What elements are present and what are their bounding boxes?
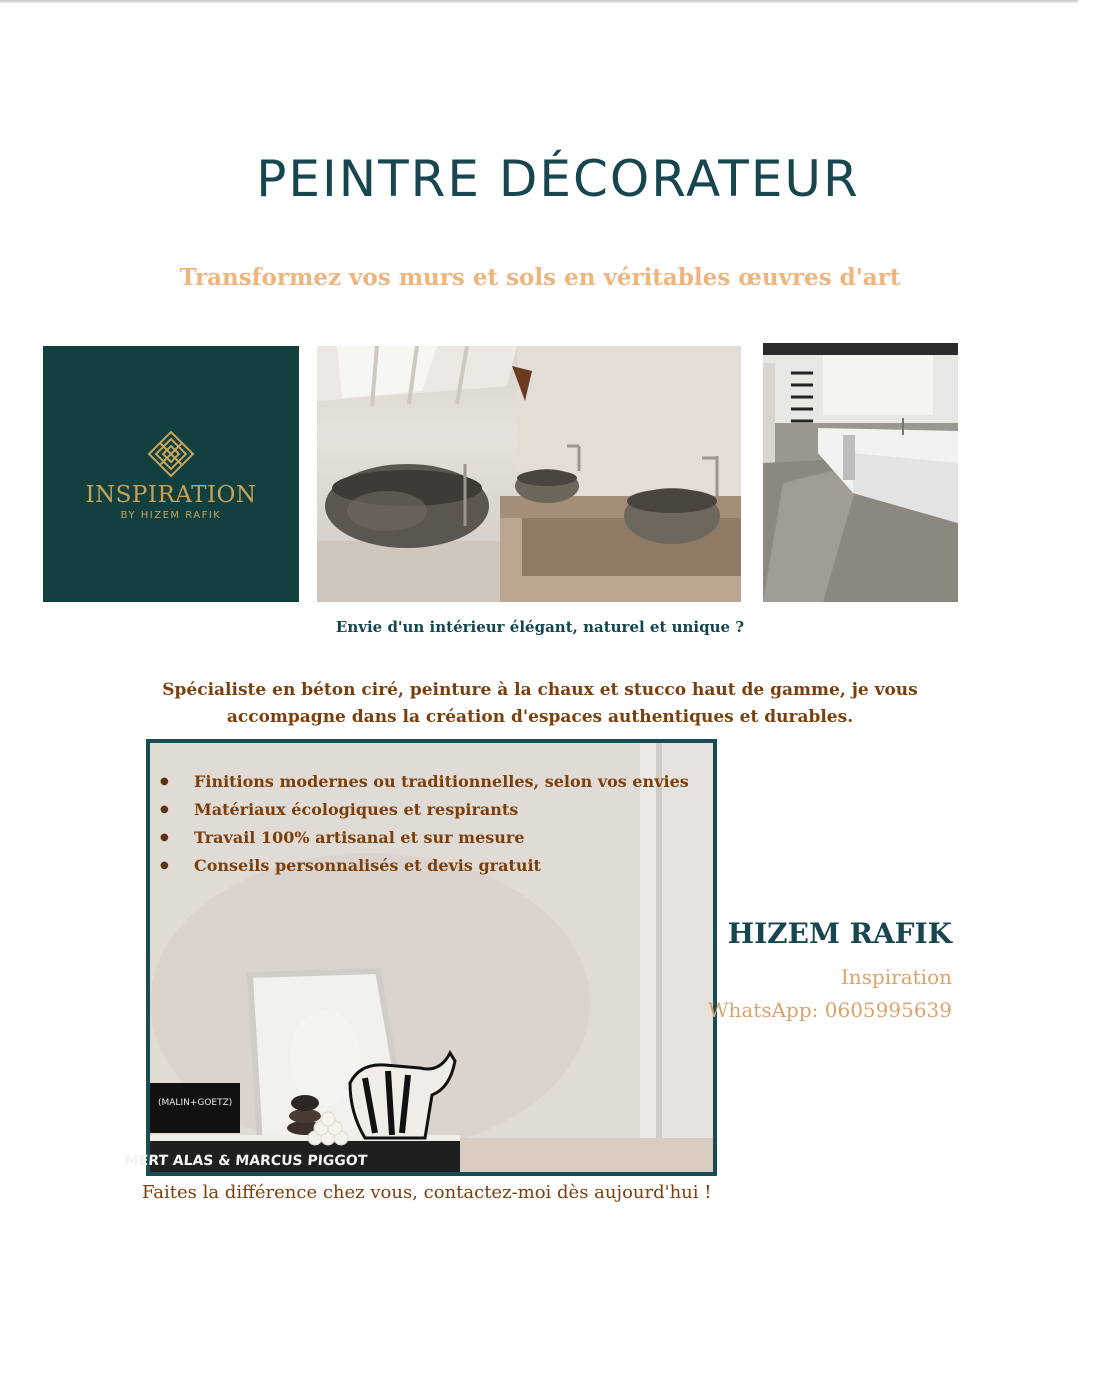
- page-title: PEINTRE DÉCORATEUR: [256, 150, 860, 208]
- list-item: ● Finitions modernes ou traditionnelles, selon vos envies: [160, 771, 689, 793]
- whatsapp-number[interactable]: WhatsApp: 0605995639: [707, 998, 952, 1022]
- box-label: (MALIN+GOETZ): [158, 1098, 233, 1108]
- bathroom-photo: [317, 346, 741, 602]
- list-item: ● Conseils personnalisés et devis gratuit: [160, 855, 689, 877]
- feature-list: [160, 771, 689, 883]
- intro-text: Spécialiste en béton ciré, peinture à la chaux et stucco haut de gamme, je vous accompagne dans la création d'espaces authentiques et durables.: [162, 680, 918, 727]
- inspiration-logo: [43, 346, 299, 602]
- contact-block: [708, 912, 952, 1026]
- kitchen-photo: [763, 343, 958, 602]
- contact-brand: Inspiration: [840, 965, 952, 989]
- call-to-action: Faites la différence chez vous, contactez-moi dès aujourd'hui !: [142, 1182, 712, 1203]
- book-label: MERT ALAS & MARCUS PIGGOT: [124, 1153, 368, 1169]
- logo-byline: BY HIZEM RAFIK: [120, 510, 222, 521]
- photo-caption: Envie d'un intérieur élégant, naturel et unique ?: [335, 618, 745, 636]
- list-item: ● Matériaux écologiques et respirants: [160, 799, 689, 821]
- top-edge: [0, 0, 1078, 3]
- list-item: ● Travail 100% artisanal et sur mesure: [160, 827, 689, 849]
- diamond-logo-icon: [147, 430, 195, 478]
- logo-name: INSPIRATION: [85, 482, 257, 508]
- contact-name: HIZEM RAFIK: [727, 917, 952, 950]
- page-subtitle: Transformez vos murs et sols en véritables œuvres d'art: [179, 264, 901, 291]
- feature-photo-frame: [124, 739, 717, 1176]
